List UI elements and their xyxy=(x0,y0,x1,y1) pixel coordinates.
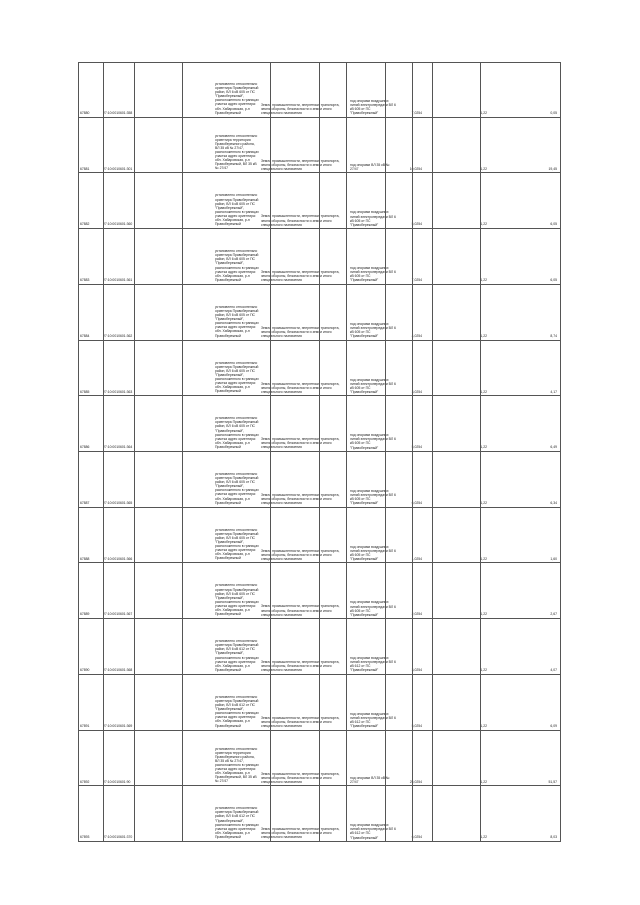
permitted-use: под опорами воздушных линий электропередачи ВЛ 6 кВ 605 от ПС "Правобережный" xyxy=(350,489,396,506)
land-category: Земли промышленности, энергетики, транспорта, земли обороны, безопасности и земли иного специального назначения xyxy=(261,771,340,784)
cadastral-number: 27:10:0010601:362 xyxy=(103,333,133,338)
location-description: установлено относительно ориентира территория Правобережного района, ВЛ 35 кВ № 27/47, расположенного в границах участка адрес ориентира: обл. Хабаровская, р-н Правобережный, ВЛ 35 кВ № 27/47 xyxy=(215,746,259,784)
column-divider xyxy=(480,62,481,842)
column-divider xyxy=(182,62,183,842)
land-category: Земли промышленности, энергетики, транспорта, земли обороны, безопасности и земли иного специального назначения xyxy=(261,827,340,840)
column-divider xyxy=(385,62,386,842)
location-description: установлено относительно ориентира Правобережный район, ВЛ 6 кВ 605 от ПС "Правобережный", расположенного в границах участка адрес ориентира: обл. Хабаровская, р-н Правобережный xyxy=(215,360,259,394)
row-number: 67884 xyxy=(80,333,90,338)
coefficient-value: 1,22 xyxy=(480,222,487,227)
amount-value: 8,03 xyxy=(550,835,557,840)
column-divider xyxy=(560,62,561,842)
permitted-use: под опорами воздушных линий электропередачи ВЛ 6 кВ 605 от ПС "Правобережный" xyxy=(350,210,396,227)
permitted-use: под опорами воздушных линий электропередачи ВЛ 6 кВ 605 от ПС "Правобережный" xyxy=(350,433,396,450)
area-value: 5,0254 xyxy=(411,222,422,227)
location-description: установлено относительно ориентира Правобережный район, ВЛ 6 кВ 612 от ПС "Правобережный", расположенного в границах участка адрес ориентира: обл. Хабаровская, р-н Правобережный xyxy=(215,694,259,728)
cadastral-number: 27:10:0010601:360 xyxy=(103,222,133,227)
amount-value: 6,34 xyxy=(550,501,557,505)
area-value: 6,0254 xyxy=(411,501,422,505)
column-divider xyxy=(103,62,104,842)
row-number: 67887 xyxy=(80,501,90,505)
land-category: Земли промышленности, энергетики, транспорта, земли обороны, безопасности и земли иного специального назначения xyxy=(261,437,340,450)
row-number: 67892 xyxy=(80,779,90,784)
cadastral-number: 27:10:0010601:363 xyxy=(103,389,133,394)
area-value: 5,0254 xyxy=(411,445,422,450)
column-divider xyxy=(134,62,135,842)
area-value: 6,0254 xyxy=(411,835,422,840)
column-divider xyxy=(78,62,79,842)
land-category: Земли промышленности, энергетики, транспорта, земли обороны, безопасности и земли иного специального назначения xyxy=(261,548,340,561)
location-description: установлено относительно ориентира Правобережный район, ВЛ 6 кВ 605 от ПС "Правобережный", расположенного в границах участка адрес ориентира: обл. Хабаровская, р-н Правобережный xyxy=(215,82,259,115)
permitted-use: под опорами воздушных линий электропередачи ВЛ 6 кВ 605 от ПС "Правобережный" xyxy=(350,266,396,283)
coefficient-value: 1,22 xyxy=(480,723,487,728)
coefficient-value: 1,22 xyxy=(480,501,487,505)
land-category: Земли промышленности, энергетики, транспорта, земли обороны, безопасности и земли иного специального назначения xyxy=(261,325,340,339)
row-number: 67889 xyxy=(80,612,90,617)
cadastral-number: 27:10:0010601:366 xyxy=(103,556,133,561)
location-description: установлено относительно ориентира Правобережный район, ВЛ 6 кВ 605 от ПС "Правобережный", расположенного в границах участка адрес ориентира: обл. Хабаровская, р-н Правобережный xyxy=(215,472,259,505)
row-number: 67891 xyxy=(80,723,90,728)
permitted-use: под опорами воздушных линий электропередачи ВЛ 6 кВ 612 от ПС "Правобережный" xyxy=(350,823,396,840)
location-description: установлено относительно ориентира территория Правобережного района, ВЛ 35 кВ № 27/47, расположенного в границах участка адрес ориентира: обл. Хабаровская, р-н Правобережный, ВЛ 35 кВ № 27/47 xyxy=(215,133,259,171)
column-divider xyxy=(319,62,320,842)
row-number: 67885 xyxy=(80,389,90,394)
cadastral-number: 27:10:0010601:365 xyxy=(103,501,133,505)
coefficient-value: 1,22 xyxy=(480,166,487,171)
permitted-use: под опорами воздушных линий электропередачи ВЛ 6 кВ 605 от ПС "Правобережный" xyxy=(350,544,396,561)
cadastral-number: 27:10:0010601:361 xyxy=(103,278,133,283)
column-divider xyxy=(412,62,413,842)
land-category: Земли промышленности, энергетики, транспорта, земли обороны, безопасности и земли иного специального назначения xyxy=(261,381,340,394)
column-divider xyxy=(432,62,433,842)
cadastral-number: 27:10:0010601:364 xyxy=(103,445,133,450)
coefficient-value: 1,22 xyxy=(480,445,487,450)
land-category: Земли промышленности, энергетики, транспорта, земли обороны, безопасности и земли иного специального назначения xyxy=(261,660,340,673)
land-category: Земли промышленности, энергетики, транспорта, земли обороны, безопасности и земли иного специального назначения xyxy=(261,158,340,171)
land-category: Земли промышленности, энергетики, транспорта, земли обороны, безопасности и земли иного специального назначения xyxy=(261,493,340,506)
permitted-use: под опорами воздушных линий электропередачи ВЛ 6 кВ 605 от ПС "Правобережный" xyxy=(350,99,396,116)
area-value: 7,0254 xyxy=(411,111,422,115)
row-number: 67880 xyxy=(80,111,90,115)
permitted-use: под опорами воздушных линий электропередачи ВЛ 6 кВ 605 от ПС "Правобережный" xyxy=(350,600,396,617)
permitted-use: под опорами воздушных линий электропередачи ВЛ 6 кВ 612 от ПС "Правобережный" xyxy=(350,656,396,673)
area-value: 7,0254 xyxy=(411,278,422,283)
land-category: Земли промышленности, энергетики, транспорта, земли обороны, безопасности и земли иного специального назначения xyxy=(261,103,340,116)
location-description: установлено относительно ориентира Правобережный район, ВЛ 6 кВ 612 от ПС "Правобережный", расположенного в границах участка адрес ориентира: обл. Хабаровская, р-н Правобережный xyxy=(215,639,259,672)
area-value: 3,0254 xyxy=(411,668,422,673)
cadastral-number: 27:10:0010601:368 xyxy=(103,668,133,673)
cadastral-number: 27:10:0010601:370 xyxy=(103,835,133,840)
coefficient-value: 1,22 xyxy=(480,779,487,784)
land-category: Земли промышленности, энергетики, транспорта, земли обороны, безопасности и земли иного специального назначения xyxy=(261,214,340,227)
permitted-use: под опорами воздушных линий электропередачи ВЛ 6 кВ 605 от ПС "Правобережный" xyxy=(350,321,396,339)
location-description: установлено относительно ориентира Правобережный район, ВЛ 6 кВ 612 от ПС "Правобережный", расположенного в границах участка адрес ориентира: обл. Хабаровская, р-н Правобережный xyxy=(215,806,259,839)
coefficient-value: 1,22 xyxy=(480,333,487,338)
column-divider xyxy=(346,62,347,842)
amount-value: 1,60 xyxy=(550,556,557,561)
location-description: установлено относительно ориентира Правобережный район, ВЛ 6 кВ 605 от ПС "Правобережный", расположенного в границах участка адрес ориентира: обл. Хабаровская, р-н Правобережный xyxy=(215,416,259,449)
location-description: установлено относительно ориентира Правобережный район, ВЛ 6 кВ 605 от ПС "Правобережный", расположенного в границах участка адрес ориентира: обл. Хабаровская, р-н Правобережный xyxy=(215,583,259,617)
row-number: 67888 xyxy=(80,556,90,561)
permitted-use: под опорами ВЛ 35 кВ № 27/47 xyxy=(350,775,390,784)
area-value: 4,0254 xyxy=(411,333,422,338)
coefficient-value: 1,22 xyxy=(480,278,487,283)
permitted-use: под опорами воздушных линий электропередачи ВЛ 6 кВ 612 от ПС "Правобережный" xyxy=(350,711,396,729)
amount-value: 19,45 xyxy=(548,166,557,171)
amount-value: 6,09 xyxy=(550,723,557,728)
location-description: установлено относительно ориентира Правобережный район, ВЛ 6 кВ 605 от ПС "Правобережный", расположенного в границах участка адрес ориентира: обл. Хабаровская, р-н Правобережный xyxy=(215,249,259,282)
amount-value: 6,05 xyxy=(550,278,557,283)
row-number: 67890 xyxy=(80,668,90,673)
cadastral-number: 27:10:0010601:90 xyxy=(103,779,131,784)
coefficient-value: 1,22 xyxy=(480,835,487,840)
amount-value: 6,49 xyxy=(550,445,557,450)
area-value: 1,0254 xyxy=(411,556,422,561)
area-value: 10,0254 xyxy=(409,166,422,171)
amount-value: 8,74 xyxy=(550,333,557,338)
row-number: 67881 xyxy=(80,166,90,171)
amount-value: 0,05 xyxy=(550,111,557,115)
coefficient-value: 1,22 xyxy=(480,556,487,561)
amount-value: 4,17 xyxy=(550,389,557,394)
land-category: Земли промышленности, энергетики, транспорта, земли обороны, безопасности и земли иного специального назначения xyxy=(261,715,340,729)
location-description: установлено относительно ориентира Правобережный район, ВЛ 6 кВ 605 от ПС "Правобережный", расположенного в границах участка адрес ориентира: обл. Хабаровская, р-н Правобережный xyxy=(215,193,259,227)
coefficient-value: 1,22 xyxy=(480,668,487,673)
land-category: Земли промышленности, энергетики, транспорта, земли обороны, безопасности и земли иного специального назначения xyxy=(261,270,340,283)
amount-value: 4,07 xyxy=(550,668,557,673)
amount-value: 2,67 xyxy=(550,612,557,617)
location-description: установлено относительно ориентира Правобережный район, ВЛ 6 кВ 605 от ПС "Правобережный", расположенного в границах участка адрес ориентира: обл. Хабаровская, р-н Правобережный xyxy=(215,304,259,338)
land-category: Земли промышленности, энергетики, транспорта, земли обороны, безопасности и земли иного специального назначения xyxy=(261,604,340,617)
permitted-use: под опорами воздушных линий электропередачи ВЛ 6 кВ 605 от ПС "Правобережный" xyxy=(350,377,396,394)
cadastral-number: 27:10:0010601:301 xyxy=(103,166,133,171)
row-number: 67882 xyxy=(80,222,90,227)
area-value: 5,0254 xyxy=(411,723,422,728)
amount-value: 6,05 xyxy=(550,222,557,227)
row-number: 67886 xyxy=(80,445,90,450)
coefficient-value: 1,22 xyxy=(480,612,487,617)
coefficient-value: 1,22 xyxy=(480,111,487,115)
cadastral-number: 27:10:0010601:367 xyxy=(103,612,133,617)
row-number: 67883 xyxy=(80,278,90,283)
permitted-use: под опорами ВЛ 35 кВ № 27/47 xyxy=(350,162,390,171)
row-number: 67893 xyxy=(80,835,90,840)
location-description: установлено относительно ориентира Правобережный район, ВЛ 6 кВ 605 от ПС "Правобережный", расположенного в границах участка адрес ориентира: обл. Хабаровская, р-н Правобережный xyxy=(215,527,259,561)
cadastral-number: 27:10:0010601:369 xyxy=(103,723,133,728)
area-value: 2,0254 xyxy=(411,612,422,617)
area-value: 3,0254 xyxy=(411,389,422,394)
column-divider xyxy=(270,62,271,842)
coefficient-value: 1,22 xyxy=(480,389,487,394)
cadastral-number: 27:10:0010601:358 xyxy=(103,111,133,115)
amount-value: 51,57 xyxy=(548,779,557,784)
area-value: 25,0254 xyxy=(409,779,422,784)
